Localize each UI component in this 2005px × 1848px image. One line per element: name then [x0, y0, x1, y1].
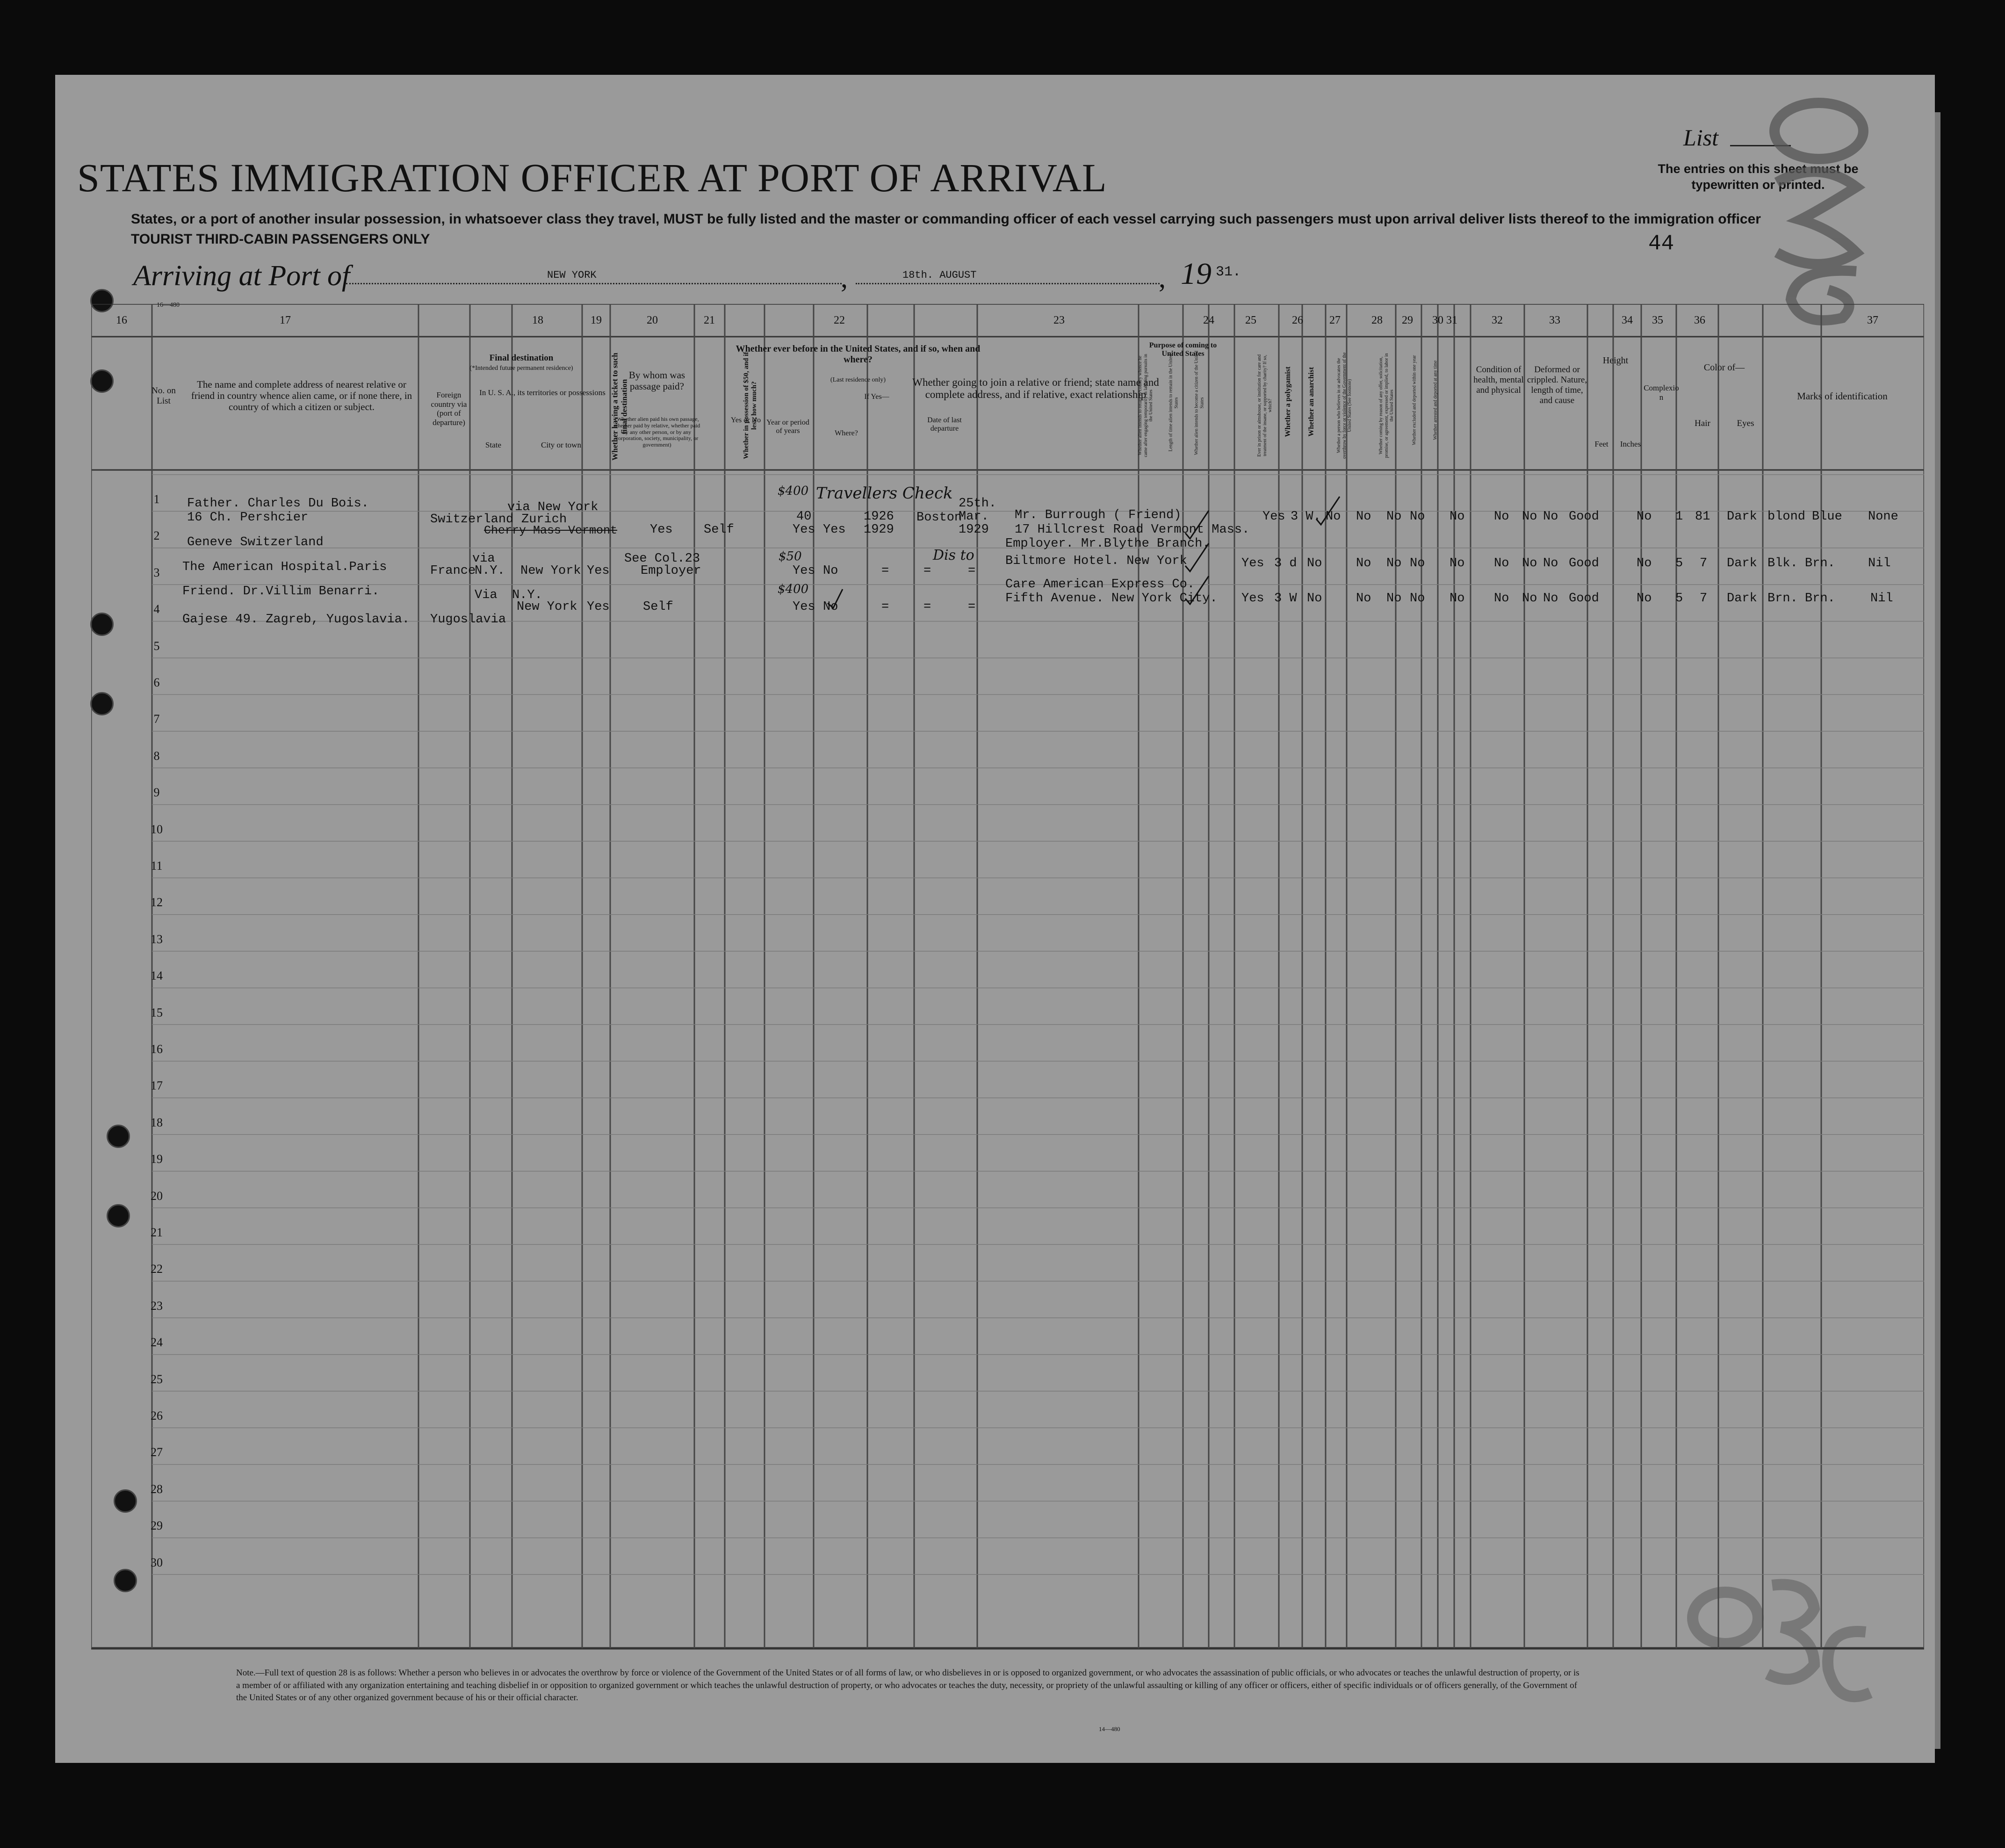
row3-p24a: Yes [1241, 592, 1264, 606]
header-p24c: Whether alien intends to become a citizen of the United States [1194, 351, 1204, 455]
row1-money-handwritten: $400 [778, 484, 809, 498]
row1-money-yes: Yes [793, 523, 815, 537]
row-number: 25 [151, 1372, 163, 1386]
row3-c30: No [1522, 592, 1537, 606]
row1-ticket: Yes [650, 523, 673, 537]
row1-years2: 1929 [864, 523, 894, 537]
year-prefix: 19 [1181, 257, 1212, 291]
row1-c29: No [1494, 510, 1509, 524]
row-number: 6 [153, 676, 160, 689]
row1-relative-line3: Geneve Switzerland [187, 535, 324, 549]
arrival-date: 18th. AUGUST [902, 269, 977, 281]
row3-relative-line1: Friend. Dr.Villim Benarri. [182, 585, 380, 599]
header-if-yes: If Yes— [864, 393, 889, 401]
row3-where: = [923, 600, 931, 614]
arriving-label: Arriving at Port of [133, 260, 350, 292]
port-name: NEW YORK [547, 269, 597, 281]
row3-p24c: No [1307, 592, 1322, 606]
header-c29: Whether coming by reason of any offer, solicitation, promise, or agreement, expressed or implied, to labor in the United States [1378, 353, 1394, 458]
row3-joining-line2: Fifth Avenue. New York City. [1005, 592, 1218, 606]
row3-city: New York [517, 600, 577, 614]
row3-complexion: Dark [1727, 592, 1757, 606]
row3-p24b: 3 W [1274, 592, 1297, 606]
header-ticket: Whether having a ticket to such final destination [610, 353, 628, 461]
column-number: 30 [1432, 314, 1443, 326]
footer-code: 14—480 [1099, 1725, 1120, 1732]
header-passage-paid: By whom was passage paid? [628, 369, 685, 392]
row1-years: 1926 [864, 510, 894, 524]
row-number: 10 [151, 822, 163, 836]
check-mark [1185, 543, 1209, 571]
row-number: 2 [153, 529, 160, 543]
column-number: 35 [1652, 314, 1663, 326]
row-number: 22 [151, 1262, 163, 1276]
row2-feet: 5 [1675, 556, 1683, 570]
row-number: 9 [153, 786, 160, 800]
row-number: 19 [151, 1152, 163, 1166]
row1-c31: No [1543, 510, 1558, 524]
header-foreign-country: Foreign country via (port of departure) [431, 390, 467, 427]
row1-c25: No [1356, 510, 1371, 524]
row1-hair: blond [1767, 510, 1806, 524]
header-city: City or town [541, 440, 581, 449]
row2-p24b: 3 d [1274, 556, 1297, 570]
row1-handwritten-note: Travellers Check [816, 484, 953, 503]
check-mark [1185, 511, 1209, 539]
row1-joining-line1: Mr. Burrough ( Friend) [1015, 508, 1182, 522]
row3-departure: = [968, 600, 976, 614]
row2-country: France [430, 564, 476, 578]
check-mark [1316, 497, 1340, 525]
instructions: The entries on this sheet must be typewritten or printed. [1658, 162, 1859, 192]
row1-joining-line2: 17 Hillcrest Road Vermont Mass. [1015, 523, 1250, 537]
row2-handwritten-note: Dis to [933, 547, 974, 563]
column-number: 22 [834, 314, 845, 326]
row1-where: Boston [916, 511, 962, 525]
header-eyes: Eyes [1737, 419, 1754, 428]
row-number: 7 [153, 712, 160, 726]
row1-feet: 1 [1675, 510, 1683, 524]
row2-eyes: Brn. [1805, 556, 1835, 570]
comma: , [841, 262, 848, 293]
row1-c27: No [1410, 510, 1425, 524]
header-feet: Feet [1594, 440, 1608, 448]
header-before-us: Whether ever before in the United States, and if so, when and where? [736, 344, 981, 365]
row2-paid-by2: Employer [641, 564, 701, 578]
header-complexion: Complexion [1644, 383, 1679, 402]
header-c32: Condition of health, mental and physical [1473, 365, 1524, 395]
row1-struck-destination: Cherry Mass Vermont [484, 524, 618, 537]
row1-departure2: Mar. [959, 510, 989, 524]
header-before-note: (Last residence only) [830, 376, 886, 383]
column-number: 24 [1203, 314, 1214, 326]
row2-marks: Nil [1868, 556, 1891, 570]
row2-years: = [881, 564, 889, 578]
row2-c30: No [1522, 556, 1537, 570]
row-number: 23 [151, 1299, 163, 1313]
class-line: TOURIST THIRD-CABIN PASSENGERS ONLY [131, 231, 430, 247]
header-c31: Whether arrested and deported at any time [1433, 360, 1438, 440]
header-money: Whether in possession of $50, and if less, how much? [742, 352, 758, 459]
header-passage-note: (Whether alien paid his own passage, whether paid by relative, whether paid by any other person, or by any corporation, society, municipality, or government) [613, 416, 700, 448]
header-c28: Whether a person who believes in or advocates the overthrow by force or violence of the Government of the United States (See footnote) [1336, 352, 1352, 459]
row1-p24b: 3 W. [1291, 510, 1321, 524]
row1-p24a: Yes [1262, 510, 1285, 524]
row2-ticket: Yes [587, 564, 610, 578]
row3-eyes: Brn. [1805, 592, 1835, 606]
column-number: 28 [1371, 314, 1383, 326]
row3-joining-line1: Care American Express Co. [1005, 578, 1195, 592]
list-number-stamp [1749, 89, 1889, 332]
row1-foreign: via New York [507, 500, 599, 514]
row3-money-handwritten: $400 [778, 582, 809, 596]
header-year-period: Year or period of years [766, 419, 809, 435]
row-number: 27 [151, 1445, 163, 1459]
row1-health: Good [1569, 510, 1599, 524]
header-height: Height [1602, 355, 1629, 366]
header-joining: Whether going to join a relative or friend; state name and complete address, and if relative, exact relationship [912, 376, 1159, 401]
column-number: 17 [280, 314, 291, 326]
header-no-on-list: No. on List [151, 386, 176, 406]
column-number: 20 [647, 314, 658, 326]
row2-hair: Blk. [1767, 556, 1798, 570]
check-mark [828, 589, 843, 608]
row-number: 13 [151, 932, 163, 946]
column-number: 29 [1402, 314, 1413, 326]
row-number: 14 [151, 969, 163, 983]
row3-c28: No [1450, 592, 1465, 606]
row2-c25: No [1356, 556, 1371, 570]
row1-c30: No [1522, 510, 1537, 524]
manifest-table [91, 304, 1924, 1655]
comma: , [1159, 262, 1166, 293]
row2-c28: No [1450, 556, 1465, 570]
row-number: 8 [153, 749, 160, 763]
row-number: 24 [151, 1335, 163, 1350]
row-number: 1 [153, 492, 160, 506]
row2-foreign: via [472, 552, 495, 566]
row2-paid-by: See Col.23 [624, 552, 700, 566]
row1-p24c: No [1326, 510, 1341, 524]
header-c30: Whether excluded and deported within one year [1412, 355, 1417, 445]
row1-city: Zurich [521, 513, 567, 527]
header-final-destination-note: (*Intended future permanent residence) [469, 365, 573, 372]
check-marks [91, 304, 1924, 631]
row1-departure: 25th. [959, 497, 997, 511]
row-number: 4 [153, 602, 160, 616]
header-date-departure: Date of last departure [927, 416, 962, 433]
row3-years: = [881, 600, 889, 614]
row2-joining-line2: Biltmore Hotel. New York [1005, 554, 1187, 568]
header-marks: Marks of identification [1797, 390, 1888, 402]
header-yes-no: Yes or No [730, 416, 761, 424]
row-number: 21 [151, 1226, 163, 1239]
column-number: 33 [1549, 314, 1560, 326]
header-final-destination: Final destination [489, 353, 554, 363]
row3-c26: No [1386, 592, 1402, 606]
row3-country: Yugoslavia [430, 613, 506, 627]
row-number: 26 [151, 1409, 163, 1422]
row2-p24c: No [1307, 556, 1322, 570]
row1-deformed: No [1637, 510, 1652, 524]
row2-p24a: Yes [1241, 556, 1264, 570]
header-color-of: Color of— [1703, 362, 1745, 373]
row-number: 17 [151, 1079, 163, 1093]
row3-relative-line2: Gajese 49. Zagreb, Yugoslavia. [182, 613, 410, 627]
row3-feet: 5 [1675, 592, 1683, 606]
row1-relative-line1: Father. Charles Du Bois. [187, 497, 369, 511]
row-number: 11 [151, 859, 163, 873]
column-number: 25 [1245, 314, 1256, 326]
column-number: 16 [116, 314, 127, 326]
row3-c31: No [1543, 592, 1558, 606]
header-p24a: Whether alien intends to return to country whence he came after engaging temporarily in laboring pursuits in the United States [1137, 354, 1154, 457]
header-c27: Whether an anarchist [1307, 367, 1315, 437]
row3-ticket: Yes [587, 600, 610, 614]
column-number: 27 [1329, 314, 1341, 326]
row2-state: N.Y. [475, 564, 505, 578]
row-number: 30 [151, 1555, 163, 1569]
row3-inches: 7 [1700, 592, 1708, 606]
header-inches: Inches [1620, 440, 1641, 448]
year-suffix: 31. [1216, 264, 1241, 280]
page-subtitle: States, or a port of another insular possession, in whatsoever class they travel, MUST be fully listed and the master or commanding officer of each vessel carrying such passengers must upon arrival deliver lists thereof to the immigration officer [131, 211, 1761, 227]
row2-c29: No [1494, 556, 1509, 570]
stamp-digits: 036 [1819, 225, 1826, 231]
header-c25: Ever in prison or almshouse, or institution for care and treatment of the insane, or supported by charity? If so, which? [1256, 354, 1273, 457]
row1-c26: No [1386, 510, 1402, 524]
row-number: 28 [151, 1482, 163, 1496]
row3-c25: No [1356, 592, 1371, 606]
row-number: 5 [153, 639, 160, 653]
column-number: 21 [704, 314, 715, 326]
header-p24b: Length of time alien intends to remain in the United States [1168, 354, 1179, 452]
page-title: STATES IMMIGRATION OFFICER AT PORT OF ARRIVAL [77, 155, 1107, 200]
row2-before: No [823, 564, 838, 578]
row3-paid-by: Self [643, 600, 673, 614]
arriving-underline [346, 283, 842, 284]
row1-money: 40 [796, 510, 812, 524]
footnote: Note.—Full text of question 28 is as follows: Whether a person who believes in or advocates the overthrow by force or violence of the Government of the United States or of all forms of law, or who disbelieves in or is opposed to organized government, or who advocates the assassination of public officials, or who advocates or teaches the unlawful destruction of property, or is a member of or affiliated with any organization entertaining and teaching disbelief in or opposition to organized government or which teaches the unlawful destruction of property, or who advocates or teaches the duty, necessity, or propriety of the unlawful assaulting or killing of any officer or officers, either of specific individuals or of officers generally, of the Government of the United States or of any other organized government because of his or their official character. [236, 1668, 1579, 1703]
row2-city: New York [520, 564, 581, 578]
row2-money-yes: Yes [793, 564, 815, 578]
row2-departure: = [968, 564, 976, 578]
header-hair: Hair [1695, 419, 1710, 428]
list-label: List [1683, 124, 1719, 151]
column-number: 18 [532, 314, 543, 326]
row2-deformed: No [1637, 556, 1652, 570]
row2-joining-line1: Employer. Mr.Blythe Branch. [1005, 537, 1210, 551]
row-number: 3 [153, 565, 160, 579]
row2-where: = [923, 564, 931, 578]
row3-deformed: No [1637, 592, 1652, 606]
row3-hair: Brn. [1767, 592, 1798, 606]
row2-inches: 7 [1700, 556, 1708, 570]
row3-c29: No [1494, 592, 1509, 606]
row1-c28: No [1450, 510, 1465, 524]
row2-health: Good [1569, 556, 1599, 570]
header-relative: The name and complete address of nearest relative or friend in country whence alien came, or if none there, in country of which a citizen or subject. [191, 379, 412, 413]
row-number: 16 [151, 1042, 163, 1056]
row1-relative-line2: 16 Ch. Pershcier [187, 511, 309, 525]
row-number: 29 [151, 1519, 163, 1533]
row-number: 20 [151, 1189, 163, 1203]
column-number: 23 [1053, 314, 1065, 326]
header-state: State [485, 440, 501, 449]
row3-c27: No [1410, 592, 1425, 606]
column-number: 31 [1446, 314, 1457, 326]
form-code: 16—480 [157, 302, 180, 309]
header-purpose: Purpose of coming to United States [1149, 341, 1217, 358]
row1-before: Yes [823, 523, 846, 537]
row-number: 12 [151, 895, 163, 910]
row2-c27: No [1410, 556, 1425, 570]
date-underline [856, 283, 1160, 284]
row1-marks: None [1868, 510, 1898, 524]
row3-state: N.Y. [512, 588, 542, 602]
header-c26: Whether a polygamist [1284, 366, 1292, 437]
row1-country: Switzerland [430, 513, 514, 527]
header-where: Where? [835, 429, 858, 437]
column-number: 37 [1867, 314, 1878, 326]
row1-departure3: 1929 [959, 523, 989, 537]
row-number: 15 [151, 1005, 163, 1019]
row3-health: Good [1569, 592, 1599, 606]
row2-complexion: Dark [1727, 556, 1757, 570]
row2-c26: No [1386, 556, 1402, 570]
sheet-number: 44 [1648, 231, 1674, 256]
row1-complexion: Dark [1727, 510, 1757, 524]
column-number: 32 [1492, 314, 1503, 326]
row1-eyes: Blue [1812, 510, 1842, 524]
header-c33: Deformed or crippled. Nature, length of time, and cause [1527, 365, 1587, 405]
column-number: 19 [591, 314, 602, 326]
row1-paid-by: Self [704, 523, 734, 537]
header-in-usa: In U. S. A., its territories or possessions [479, 388, 606, 397]
column-number: 26 [1292, 314, 1303, 326]
row-number: 18 [151, 1115, 163, 1129]
row1-inches: 81 [1695, 510, 1710, 524]
row2-relative-line1: The American Hospital.Paris [182, 560, 387, 574]
row2-money-handwritten: $50 [779, 549, 802, 563]
row2-c31: No [1543, 556, 1558, 570]
row3-before: No [823, 600, 838, 614]
column-number: 34 [1622, 314, 1633, 326]
column-number: 36 [1694, 314, 1705, 326]
row3-marks: Nil [1870, 592, 1893, 606]
check-mark [1185, 576, 1209, 604]
row3-money-yes: Yes [793, 600, 815, 614]
row3-foreign: Via [475, 588, 498, 602]
